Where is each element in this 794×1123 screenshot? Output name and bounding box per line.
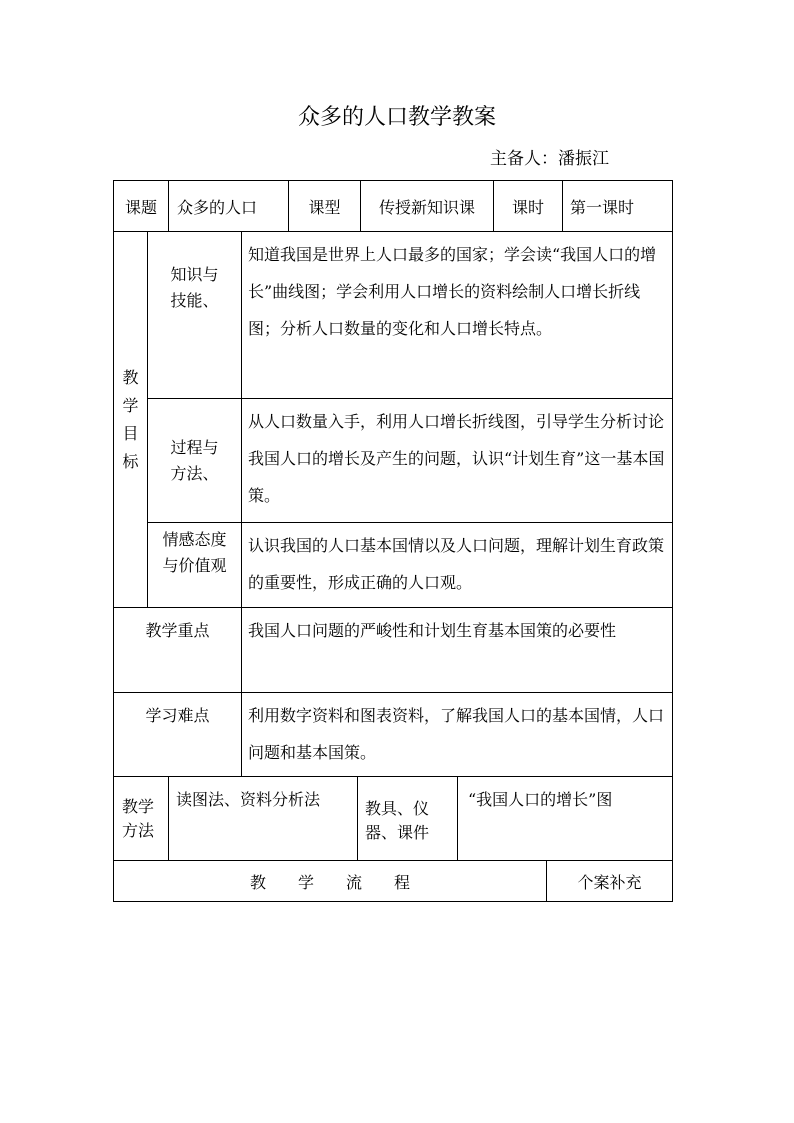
period-value: 第一课时: [570, 197, 635, 217]
type-label: 课型: [308, 197, 341, 217]
period-value-cell: [562, 180, 673, 232]
key-point-label-cell: [113, 607, 242, 693]
knowledge-label-line2: 技能、: [170, 291, 219, 310]
topic-value: 众多的人口: [177, 197, 258, 217]
topic-label: 课题: [124, 197, 157, 217]
methods-label-line2: 方法: [122, 821, 155, 840]
topic-label-cell: [113, 180, 169, 232]
key-point-content-cell: [241, 607, 673, 693]
methods-label-line1: 教学: [122, 797, 155, 816]
process-label-line1: 过程与: [170, 437, 219, 457]
tools-label-cell: [357, 776, 458, 861]
key-point-content: 我国人口问题的严峻性和计划生育基本国策的必要性: [248, 621, 617, 640]
flow-label-cell: [113, 860, 547, 902]
topic-value-cell: [168, 180, 289, 232]
tools-label-line1: 教具、仪: [365, 799, 430, 818]
period-label-cell: [493, 180, 563, 232]
type-value: 传授新知识课: [378, 197, 475, 217]
emotion-content-cell: [241, 522, 673, 608]
tools-label-line2: 器、课件: [365, 823, 430, 842]
type-label-cell: [288, 180, 361, 232]
process-label-cell: [147, 398, 242, 523]
supplement-label: 个案补充: [577, 872, 642, 892]
tools-content-cell: [457, 776, 673, 861]
process-content-cell: [241, 398, 673, 523]
emotion-label-cell: [147, 522, 242, 608]
process-label-line2: 方法、: [170, 463, 219, 483]
methods-label-cell: [113, 776, 169, 861]
difficulty-content: 利用数字资料和图表资料，了解我国人口的基本国情，人口问题和基本国策。: [248, 706, 665, 762]
author-line: 主备人：潘振江: [490, 149, 609, 169]
difficulty-content-cell: [241, 692, 673, 777]
knowledge-label-line1: 知识与: [170, 265, 219, 284]
emotion-label-line1: 情感态度: [162, 530, 227, 549]
tools-content: “我国人口的增长”图: [468, 790, 613, 809]
key-point-label: 教学重点: [145, 621, 210, 640]
knowledge-content: 知道我国是世界上人口最多的国家；学会读“我国人口的增长”曲线图；学会利用人口增长的资料绘制人口增长折线图；分析人口数量的变化和人口增长特点。: [248, 245, 657, 338]
emotion-content: 认识我国的人口基本国情以及人口问题，理解计划生育政策的重要性，形成正确的人口观。: [248, 536, 665, 592]
methods-content-cell: [168, 776, 358, 861]
difficulty-label: 学习难点: [145, 706, 210, 725]
document-title: 众多的人口教学教案: [297, 105, 496, 130]
difficulty-label-cell: [113, 692, 242, 777]
supplement-label-cell: [546, 860, 673, 902]
type-value-cell: [360, 180, 494, 232]
period-label: 课时: [511, 197, 544, 217]
knowledge-label-cell: [147, 231, 242, 399]
process-content: 从人口数量入手，利用人口增长折线图，引导学生分析讨论我国人口的增长及产生的问题，认识“计划生育”这一基本国策。: [248, 412, 665, 505]
objectives-label: 教学目标: [122, 367, 139, 471]
objectives-label-cell: [113, 231, 148, 608]
methods-content: 读图法、资料分析法: [176, 790, 321, 809]
knowledge-content-cell: [241, 231, 673, 399]
flow-label: 教 学 流 程: [249, 872, 410, 892]
emotion-label-line2: 与价值观: [162, 556, 227, 575]
